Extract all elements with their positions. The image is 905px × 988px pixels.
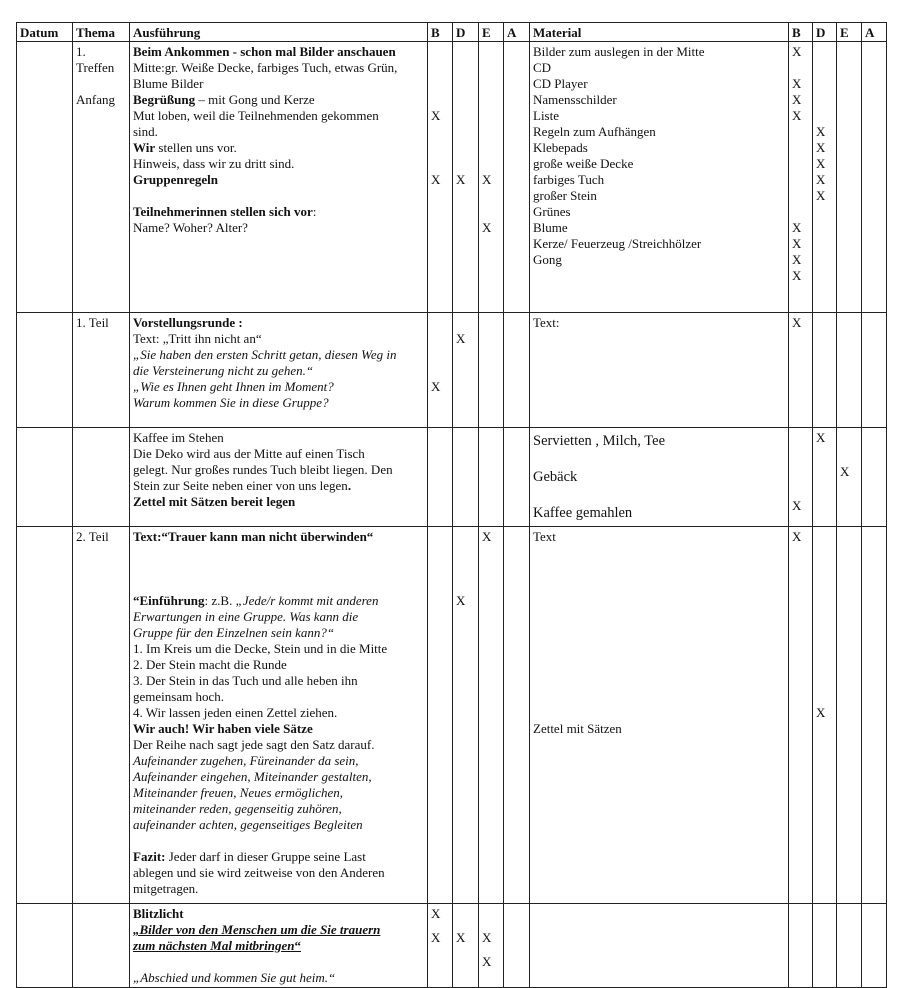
thema-line: Treffen — [76, 60, 115, 75]
cell-mat-d — [813, 42, 837, 313]
mark — [816, 108, 833, 124]
mark — [482, 92, 500, 108]
mark — [431, 156, 449, 172]
material-item: Zettel mit Sätzen — [533, 721, 622, 736]
cell-mat-a — [862, 313, 887, 428]
cell-thema — [73, 313, 130, 428]
text-line: mitgetragen. — [133, 881, 199, 896]
text-rest: – mit Gong und Kerze — [195, 92, 315, 107]
mark — [792, 188, 809, 204]
cell-e — [479, 428, 504, 527]
plan-document — [16, 22, 886, 988]
mark: X — [792, 108, 802, 123]
mark: X — [792, 236, 802, 251]
mark: X — [482, 954, 492, 969]
text-line: Wir auch! Wir haben viele Sätze — [133, 721, 313, 736]
text-line — [133, 188, 424, 204]
mark — [792, 204, 809, 220]
cell-mat-d — [813, 904, 837, 988]
text-rest: : — [312, 204, 317, 219]
mark — [482, 188, 500, 204]
text-line: „Sie haben den ersten Schritt getan, diesen Weg in — [133, 347, 397, 362]
material-item: CD Player — [533, 76, 588, 91]
material-item: große weiße Decke — [533, 156, 634, 171]
text-bold: Fazit: — [133, 849, 166, 864]
cell-mat-b — [789, 904, 813, 988]
cell-mat-b — [789, 42, 813, 313]
mark — [431, 315, 449, 331]
mark — [431, 92, 449, 108]
mark — [431, 204, 449, 220]
mark — [431, 347, 449, 363]
cell-thema — [73, 904, 130, 988]
mark — [456, 92, 475, 108]
header-datum: Datum — [17, 23, 73, 42]
material-item: farbiges Tuch — [533, 172, 605, 187]
text-line — [133, 593, 424, 609]
text-line: ablegen und sie wird zeitweise von den Anderen — [133, 865, 385, 880]
mark — [431, 140, 449, 156]
text-line: 2. Der Stein macht die Runde — [133, 657, 287, 672]
header-mat-d: D — [813, 23, 837, 42]
text-line — [133, 938, 424, 954]
header-material: Material — [530, 23, 789, 42]
mark — [431, 220, 449, 236]
mark — [431, 331, 449, 347]
mark — [431, 124, 449, 140]
mark — [816, 60, 833, 76]
mark: X — [792, 529, 802, 544]
cell-mat-b — [789, 527, 813, 904]
material-item: Bilder zum auslegen in der Mitte — [533, 44, 705, 59]
mark: X — [456, 172, 466, 187]
mark — [456, 188, 475, 204]
mark: X — [792, 76, 802, 91]
mark — [482, 156, 500, 172]
material-item: Gong — [533, 252, 562, 267]
cell-mat-e — [837, 428, 862, 527]
cell-material — [530, 428, 789, 527]
text-line: gemeinsam hoch. — [133, 689, 224, 704]
material-item: Servietten , Milch, Tee — [533, 433, 666, 449]
cell-d — [453, 527, 479, 904]
header-thema: Thema — [73, 23, 130, 42]
table-row-treffen — [17, 42, 887, 313]
cell-mat-a — [862, 904, 887, 988]
material-item: Blume — [533, 220, 568, 235]
text-line: Mitte:gr. Weiße Decke, farbiges Tuch, etwas Grün, — [133, 60, 398, 75]
cell-mat-b — [789, 428, 813, 527]
mark: X — [482, 529, 492, 544]
mark: X — [792, 92, 802, 107]
header-row — [17, 23, 887, 42]
mark — [456, 315, 475, 331]
text-bold: “Einführung — [133, 593, 205, 608]
mark — [792, 172, 809, 188]
mark — [792, 60, 809, 76]
text-line: Mut loben, weil die Teilnehmenden gekommen — [133, 108, 379, 123]
cell-b — [428, 904, 453, 988]
mark — [431, 363, 449, 379]
mark: X — [792, 252, 802, 267]
mark — [431, 188, 449, 204]
mark — [431, 44, 449, 60]
text-rest: Jeder darf in dieser Gruppe seine Last — [165, 849, 366, 864]
text-line: die Versteinerung nicht zu gehen.“ — [133, 363, 314, 378]
text-line: Vorstellungsrunde : — [133, 315, 243, 330]
session-plan-table — [16, 22, 887, 988]
text-line: Warum kommen Sie in diese Gruppe? — [133, 395, 329, 410]
spacer — [133, 577, 424, 593]
cell-mat-d — [813, 428, 837, 527]
mark: X — [456, 930, 466, 945]
text-line: gelegt. Nur großes rundes Tuch bleibt liegen. Den — [133, 462, 393, 477]
text-line: 1. Im Kreis um die Decke, Stein und in die Mitte — [133, 641, 388, 656]
material-item: Gebäck — [533, 469, 578, 485]
cell-d — [453, 904, 479, 988]
material-item: Grünes — [533, 204, 571, 219]
mark — [456, 60, 475, 76]
cell-mat-a — [862, 42, 887, 313]
text-line: Name? Woher? Alter? — [133, 220, 248, 235]
mark — [456, 76, 475, 92]
mark — [816, 92, 833, 108]
text-bold: “ — [294, 938, 301, 953]
header-mat-e: E — [837, 23, 862, 42]
cell-material — [530, 527, 789, 904]
cell-mat-e — [837, 904, 862, 988]
material-item: großer Stein — [533, 188, 597, 203]
text-bold: Teilnehmerinnen stellen sich vor — [133, 204, 313, 219]
text-line: Text:“Trauer kann man nicht überwinden“ — [133, 529, 374, 544]
cell-a — [504, 313, 530, 428]
mark: X — [431, 930, 441, 945]
mark: X — [482, 172, 492, 187]
spacer — [133, 561, 424, 577]
text-line — [133, 92, 424, 108]
text-line: 4. Wir lassen jeden einen Zettel ziehen. — [133, 705, 338, 720]
header-mat-a: A — [862, 23, 887, 42]
cell-e — [479, 904, 504, 988]
text-line: Gruppenregeln — [133, 172, 218, 187]
mark: X — [482, 220, 492, 235]
cell-thema — [73, 527, 130, 904]
header-mat-b: B — [789, 23, 813, 42]
text-line: Zettel mit Sätzen bereit legen — [133, 494, 296, 509]
mark — [482, 124, 500, 140]
mark: X — [840, 464, 850, 479]
mark — [816, 76, 833, 92]
mark — [456, 124, 475, 140]
mark — [482, 140, 500, 156]
mark — [482, 60, 500, 76]
thema-line: 1. — [76, 44, 86, 59]
text-rest: stellen uns vor. — [155, 140, 237, 155]
text-line — [133, 849, 424, 865]
cell-e — [479, 42, 504, 313]
spacer — [133, 833, 424, 849]
mark: X — [431, 906, 441, 921]
text-line: „Bilder von den Menschen um die Sie trauern — [133, 922, 381, 937]
mark: X — [792, 315, 802, 330]
mark: X — [816, 705, 826, 720]
cell-a — [504, 428, 530, 527]
header-a: A — [504, 23, 530, 42]
cell-material — [530, 904, 789, 988]
text-bold: . — [347, 478, 352, 493]
spacer — [133, 954, 424, 970]
cell-mat-e — [837, 527, 862, 904]
mark: X — [431, 108, 441, 123]
cell-d — [453, 313, 479, 428]
material-item: Text — [533, 529, 556, 544]
text-bold: Begrüßung — [133, 92, 196, 107]
header-e: E — [479, 23, 504, 42]
mark: X — [816, 430, 826, 445]
cell-d — [453, 428, 479, 527]
mark — [456, 204, 475, 220]
text-line: miteinander reden, gegenseitig zuhören, — [133, 801, 342, 816]
text-line: Aufeinander eingehen, Miteinander gestalten, — [133, 769, 372, 784]
text-line: 3. Der Stein in das Tuch und alle heben ihn — [133, 673, 358, 688]
cell-datum — [17, 42, 73, 313]
mark — [431, 76, 449, 92]
header-b: B — [428, 23, 453, 42]
text-rest: : z.B. — [204, 593, 236, 608]
cell-mat-d — [813, 313, 837, 428]
table-row-teil-1 — [17, 313, 887, 428]
mark: X — [431, 172, 441, 187]
material-item: Namensschilder — [533, 92, 617, 107]
text-part: Stein zur Seite neben einer von uns legen — [133, 478, 348, 493]
text-italic: „Jede/r kommt mit anderen — [235, 593, 379, 608]
mark — [431, 60, 449, 76]
mark — [482, 108, 500, 124]
mark — [482, 204, 500, 220]
text-line: Gruppe für den Einzelnen sein kann?“ — [133, 625, 335, 640]
table-row-kaffee — [17, 428, 887, 527]
cell-b — [428, 428, 453, 527]
material-item: CD — [533, 60, 552, 75]
cell-ausfuehrung — [130, 313, 428, 428]
text-line: Kaffee im Stehen — [133, 430, 224, 445]
material-item: Kaffee gemahlen — [533, 505, 633, 521]
material-item: Klebepads — [533, 140, 588, 155]
mark — [456, 108, 475, 124]
header-d: D — [453, 23, 479, 42]
cell-ausfuehrung — [130, 527, 428, 904]
cell-d — [453, 42, 479, 313]
mark — [456, 44, 475, 60]
mark — [792, 124, 809, 140]
text-line: Miteinander freuen, Neues ermöglichen, — [133, 785, 343, 800]
spacer — [133, 545, 424, 561]
table-row-teil-2 — [17, 527, 887, 904]
cell-mat-a — [862, 428, 887, 527]
mark: X — [816, 172, 826, 187]
material-item: Text: — [533, 315, 560, 330]
cell-b — [428, 42, 453, 313]
text-line: Text: „Tritt ihn nicht an“ — [133, 331, 262, 346]
mark — [456, 140, 475, 156]
mark — [792, 156, 809, 172]
cell-ausfuehrung — [130, 428, 428, 527]
cell-ausfuehrung — [130, 42, 428, 313]
mark: X — [792, 268, 802, 283]
mark — [456, 156, 475, 172]
mark — [482, 44, 500, 60]
mark: X — [792, 220, 802, 235]
text-line: Blitzlicht — [133, 906, 184, 921]
text-line: Blume Bilder — [133, 76, 204, 91]
text-line: „Abschied und kommen Sie gut heim.“ — [133, 970, 336, 985]
cell-material — [530, 313, 789, 428]
table-row-blitzlicht — [17, 904, 887, 988]
mark: X — [431, 379, 441, 394]
cell-b — [428, 313, 453, 428]
text-bold: Wir — [133, 140, 156, 155]
mark: X — [816, 124, 826, 139]
thema-line: Anfang — [76, 92, 115, 107]
material-item: Liste — [533, 108, 559, 123]
mark: X — [816, 156, 826, 171]
mark: X — [816, 188, 826, 203]
text-line: Erwartungen in eine Gruppe. Was kann die — [133, 609, 359, 624]
cell-a — [504, 42, 530, 313]
material-item: Regeln zum Aufhängen — [533, 124, 656, 139]
thema-line: 1. Teil — [76, 315, 109, 330]
mark — [456, 220, 475, 236]
cell-datum — [17, 527, 73, 904]
mark: X — [456, 331, 466, 346]
mark: X — [792, 44, 802, 59]
cell-mat-a — [862, 527, 887, 904]
cell-mat-e — [837, 42, 862, 313]
cell-a — [504, 904, 530, 988]
cell-thema — [73, 428, 130, 527]
text-line: aufeinander achten, gegenseitiges Begleiten — [133, 817, 363, 832]
cell-mat-b — [789, 313, 813, 428]
thema-line — [76, 76, 126, 92]
text-line: Beim Ankommen - schon mal Bilder anschauen — [133, 44, 396, 59]
text-line — [133, 140, 424, 156]
cell-datum — [17, 428, 73, 527]
mark: X — [456, 593, 466, 608]
header-ausfuehrung: Ausführung — [130, 23, 428, 42]
text-line: „Wie es Ihnen geht Ihnen im Moment? — [133, 379, 334, 394]
text-line: sind. — [133, 124, 158, 139]
material-item: Kerze/ Feuerzeug /Streichhölzer — [533, 236, 702, 251]
cell-thema — [73, 42, 130, 313]
text-line — [133, 478, 424, 494]
cell-ausfuehrung — [130, 904, 428, 988]
text-line: Der Reihe nach sagt jede sagt den Satz darauf. — [133, 737, 375, 752]
cell-b — [428, 527, 453, 904]
cell-e — [479, 313, 504, 428]
mark: X — [482, 930, 492, 945]
cell-mat-e — [837, 313, 862, 428]
text-line: Hinweis, dass wir zu dritt sind. — [133, 156, 295, 171]
mark: X — [816, 140, 826, 155]
mark — [792, 140, 809, 156]
cell-material — [530, 42, 789, 313]
text-line: Die Deko wird aus der Mitte auf einen Tisch — [133, 446, 365, 461]
text-bold-italic: zum nächsten Mal mitbringen — [133, 938, 295, 953]
thema-line: 2. Teil — [76, 529, 109, 544]
text-line: Aufeinander zugehen, Füreinander da sein, — [133, 753, 359, 768]
cell-a — [504, 527, 530, 904]
cell-datum — [17, 313, 73, 428]
mark: X — [792, 498, 802, 513]
mark — [816, 44, 833, 60]
cell-e — [479, 527, 504, 904]
cell-datum — [17, 904, 73, 988]
cell-mat-d — [813, 527, 837, 904]
text-line — [133, 204, 424, 220]
mark — [482, 76, 500, 92]
